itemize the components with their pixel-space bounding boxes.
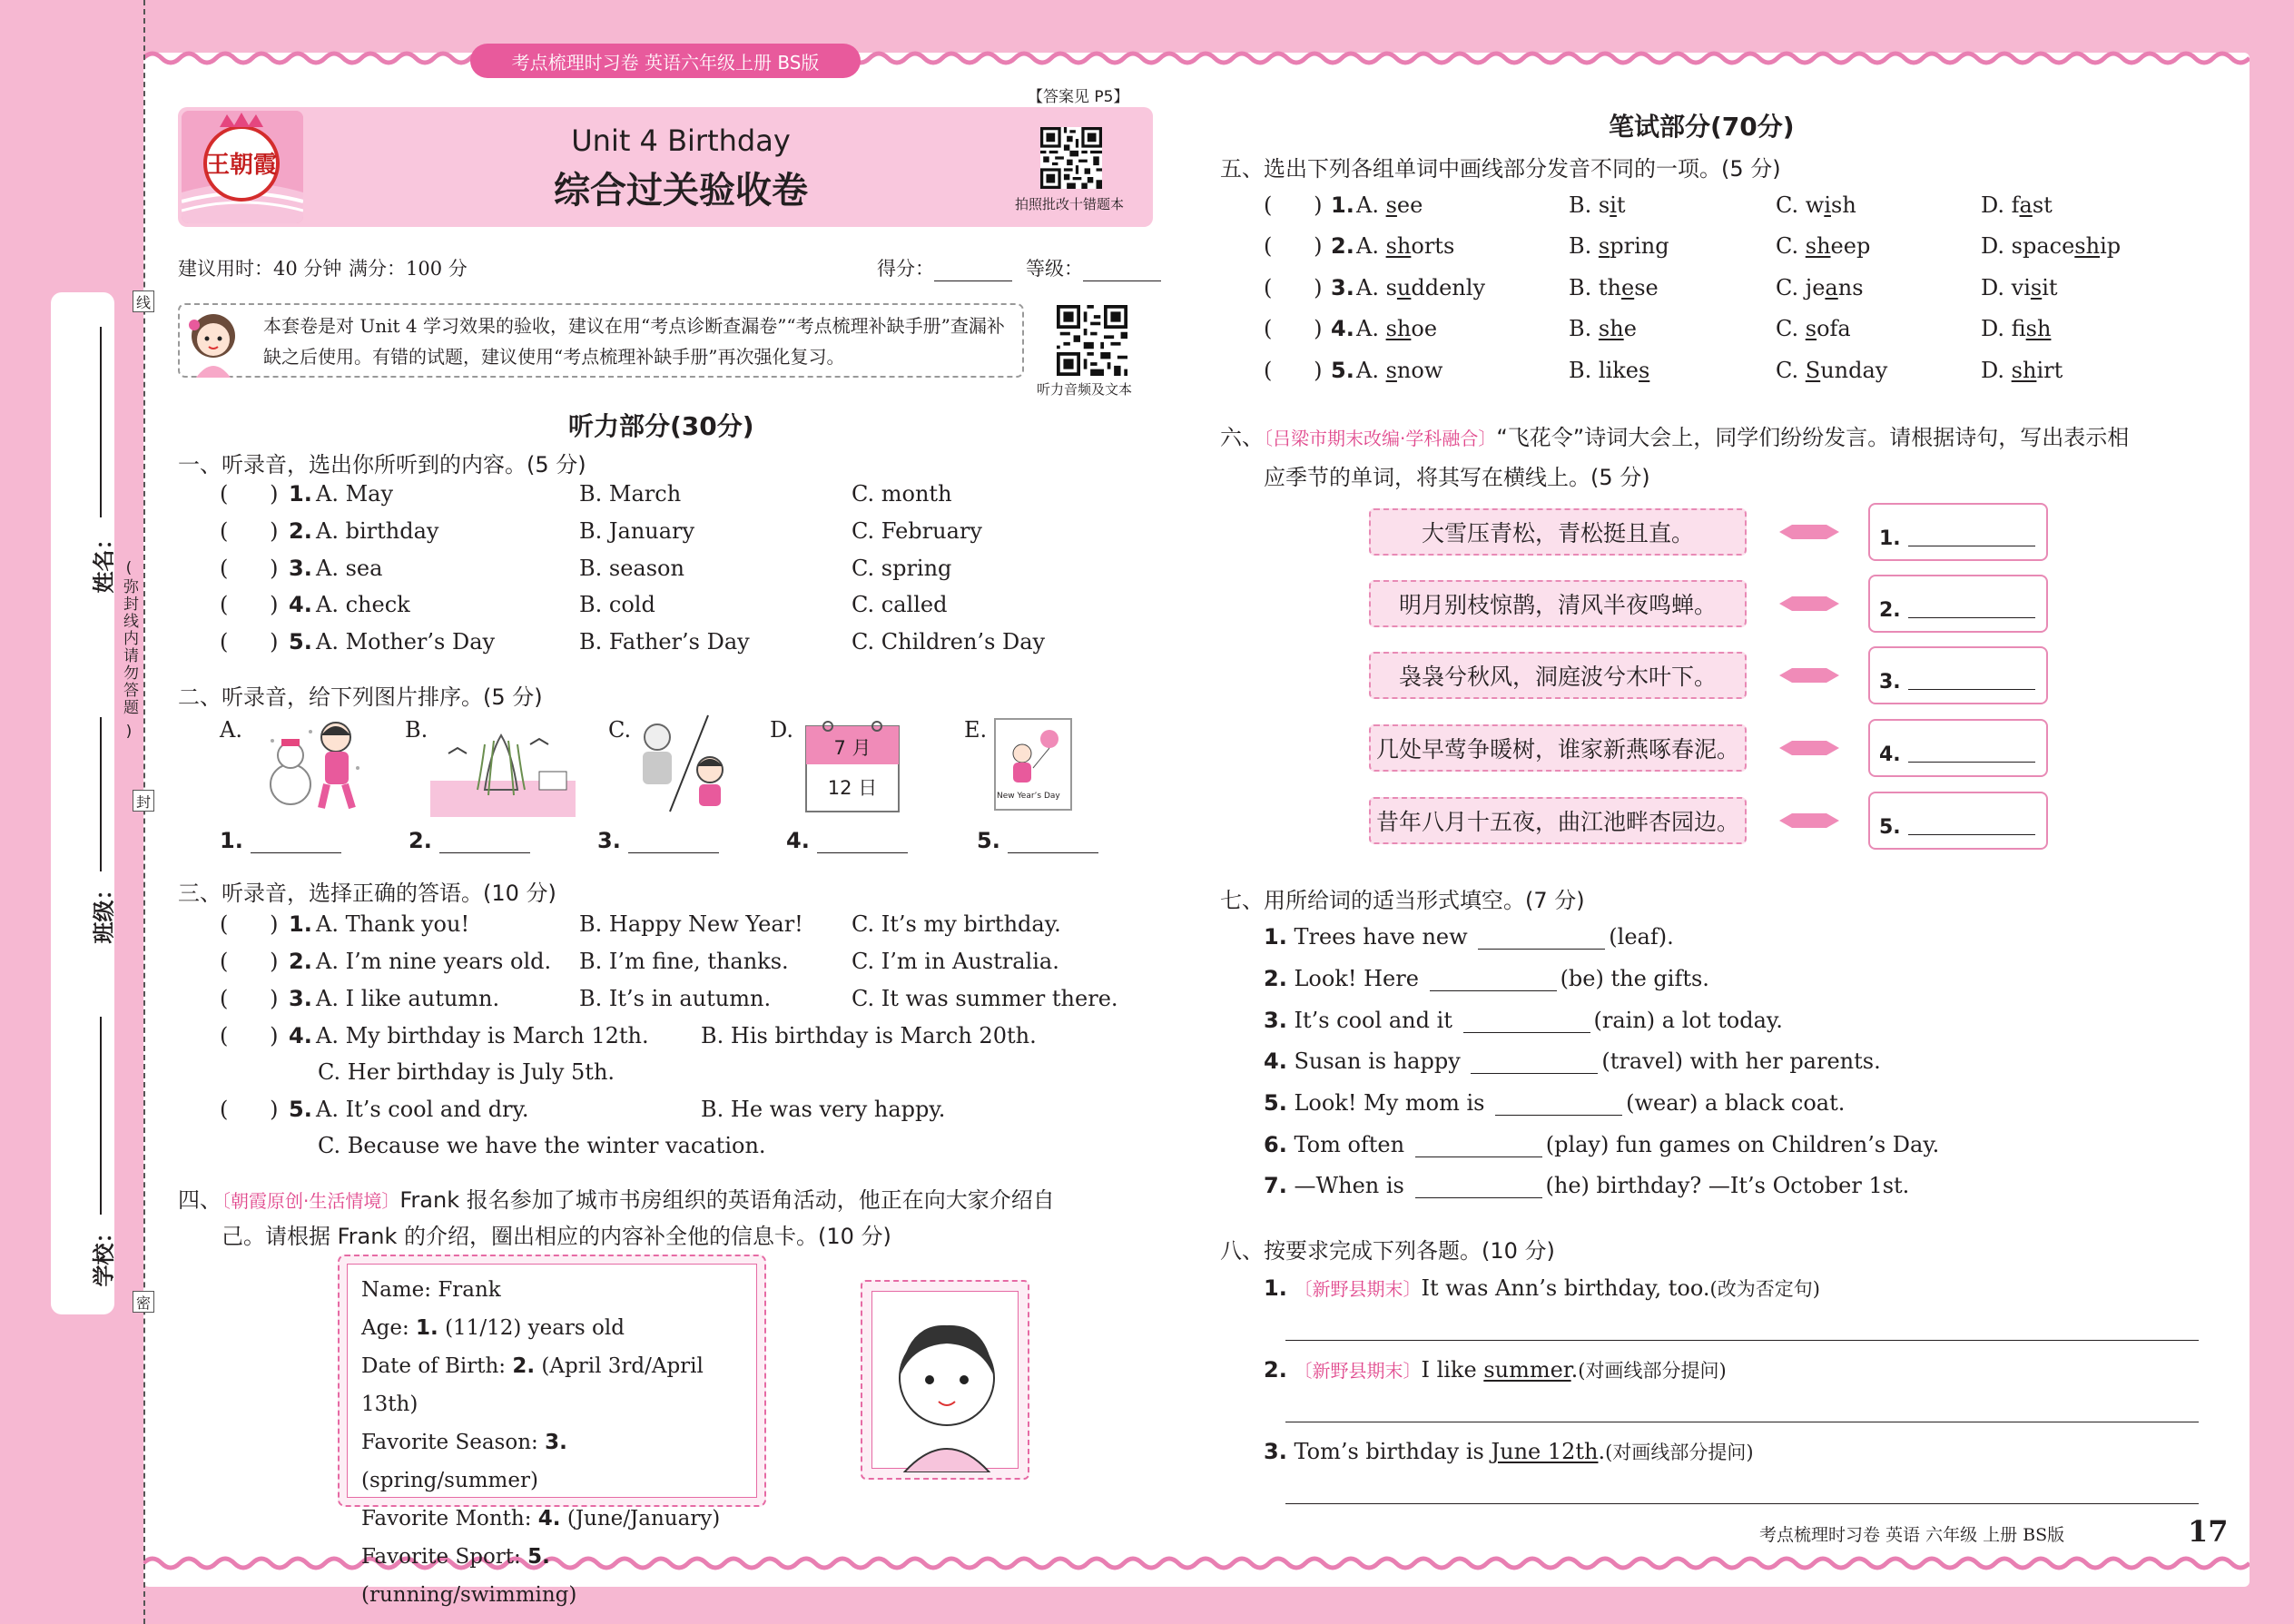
q1-option-c[interactable]: C. February — [852, 518, 982, 544]
q5-option-a[interactable]: A. shorts — [1356, 233, 1455, 259]
answer-bracket[interactable]: ( ) — [1264, 192, 1323, 218]
answer-bracket[interactable]: ( ) — [1264, 275, 1323, 300]
calendar-month: 7 月 — [833, 737, 871, 759]
class-label: 班级： — [91, 878, 117, 944]
q5-option-c[interactable]: C. Sunday — [1776, 358, 1888, 383]
poem-line: 袅袅兮秋风，洞庭波兮木叶下。 — [1369, 652, 1747, 699]
q5-option-c[interactable]: C. sheep — [1776, 233, 1871, 259]
q5-option-c[interactable]: C. sofa — [1776, 316, 1851, 341]
page-number: 17 — [2188, 1514, 2229, 1549]
info-card-line[interactable]: Favorite Month: 4. (June/January) — [361, 1507, 721, 1530]
name-label: 姓名： — [91, 527, 117, 594]
answer-bracket[interactable]: ( ) — [220, 949, 279, 974]
answer-bracket[interactable]: ( ) — [220, 518, 279, 544]
q8-heading: 八、按要求完成下列各题。(10 分) — [1220, 1238, 1555, 1264]
school-label: 学校： — [91, 1221, 117, 1287]
q1-option-b[interactable]: B. January — [579, 518, 695, 544]
answer-bracket[interactable]: ( ) — [220, 911, 279, 937]
time-info: 建议用时：40 分钟 — [178, 258, 342, 280]
fill-blank[interactable] — [1415, 1175, 1542, 1198]
fill-blank-sentence[interactable]: 4. Susan is happy (travel) with her parents. — [1264, 1048, 1881, 1074]
q5-option-a[interactable]: A. see — [1356, 192, 1423, 218]
q1-option-a[interactable]: A. Mother’s Day — [316, 629, 496, 655]
pic-answer-4[interactable]: 4. — [786, 828, 908, 853]
pic-label-c: C. — [608, 717, 632, 743]
answer-bracket[interactable]: ( ) — [1264, 316, 1323, 341]
info-card-line[interactable]: Age: 1. (11/12) years old — [361, 1316, 625, 1340]
fill-blank-sentence[interactable]: 2. Look! Here (be) the gifts. — [1264, 966, 1709, 991]
seal-mark-line: 线 — [133, 290, 154, 312]
willow-tree-picture — [430, 717, 576, 817]
seal-note-text: 弥封线内请勿答题 — [120, 578, 138, 716]
greeting-card-picture — [993, 717, 1073, 813]
logo-text: 王朝霞 — [205, 152, 278, 179]
info-card — [338, 1255, 766, 1607]
arrow-icon — [1779, 668, 1839, 683]
full-score-info: 满分：100 分 — [349, 258, 468, 280]
usage-note-text: 本套卷是对 Unit 4 学习效果的验收，建议在用“考点诊断查漏卷”“考点梳理补缺手册”查漏补缺之后使用。有错的试题，建议使用“考点梳理补缺手册”再次强化复习。 — [263, 315, 1005, 368]
q1-number: 1. — [289, 481, 312, 507]
q3-option-b[interactable]: B. It’s in autumn. — [579, 986, 772, 1011]
seal-mark-dense: 密 — [133, 1291, 154, 1313]
pic-label-a: A. — [220, 717, 242, 743]
answer-bracket[interactable]: ( ) — [220, 1097, 279, 1122]
q6-heading-line1: 六、〔吕梁市期末改编·学科融合〕“飞花令”诗词大会上，同学们纷纷发言。请根据诗句，写出表示相 — [1220, 425, 2130, 450]
score-field[interactable] — [877, 254, 1012, 281]
q3-option-c[interactable]: C. Because we have the winter vacation. — [318, 1133, 766, 1158]
footer-series: 考点梳理时习卷 英语 六年级 上册 BS版 — [1759, 1525, 2065, 1545]
score-label: 得分： — [877, 258, 934, 280]
q3-option-a[interactable]: A. Thank you! — [316, 911, 470, 937]
q1-number: 2. — [289, 518, 312, 544]
q5-option-d[interactable]: D. spaceship — [1981, 233, 2122, 259]
fill-blank[interactable] — [1463, 1009, 1590, 1033]
q5-option-c[interactable]: C. jeans — [1776, 275, 1864, 300]
fill-blank-sentence[interactable]: 5. Look! My mom is (wear) a black coat. — [1264, 1090, 1846, 1116]
q5-option-c[interactable]: C. wish — [1776, 192, 1856, 218]
grandpa-child-picture — [630, 714, 739, 813]
q1-option-b[interactable]: B. cold — [579, 592, 655, 617]
rewrite-task: 1. 〔新野县期末〕It was Ann’s birthday, too.(改为否定句) — [1264, 1275, 1820, 1301]
q1-option-c[interactable]: C. spring — [852, 556, 952, 581]
q3-option-b[interactable]: B. Happy New Year! — [579, 911, 803, 937]
season-answer-box[interactable]: 5. — [1868, 792, 2048, 850]
fill-blank[interactable] — [1471, 1050, 1598, 1074]
q5-option-d[interactable]: D. shirt — [1981, 358, 2063, 383]
q3-number: 3. — [289, 986, 312, 1011]
girl-avatar-icon — [182, 307, 245, 378]
q1-option-a[interactable]: A. sea — [316, 556, 383, 581]
info-card-options[interactable]: (spring/summer) — [361, 1469, 538, 1492]
grade-field[interactable] — [1026, 254, 1161, 281]
q5-option-d[interactable]: D. visit — [1981, 275, 2058, 300]
pic-label-e: E. — [964, 717, 988, 743]
boy-portrait — [861, 1280, 1029, 1480]
poem-line: 大雪压青松，青松挺且直。 — [1369, 508, 1747, 556]
q1-number: 3. — [289, 556, 312, 581]
answer-bracket[interactable]: ( ) — [220, 629, 279, 655]
audio-qr-code-icon[interactable] — [1057, 305, 1127, 376]
arrow-icon — [1779, 741, 1839, 755]
q5-option-b[interactable]: B. these — [1569, 275, 1659, 300]
q1-heading: 一、听录音，选出你所听到的内容。(5 分) — [178, 452, 586, 477]
q5-number: 2. — [1331, 233, 1354, 259]
name-line[interactable] — [100, 327, 102, 517]
info-card-line: Name: Frank — [361, 1278, 501, 1302]
pic-answer-2[interactable]: 2. — [409, 828, 530, 853]
answer-bracket[interactable]: ( ) — [220, 592, 279, 617]
seal-mark-seal: 封 — [133, 790, 154, 812]
answer-bracket[interactable]: ( ) — [220, 1023, 279, 1048]
q7-heading: 七、用所给词的适当形式填空。(7 分) — [1220, 888, 1585, 913]
q1-option-a[interactable]: A. May — [316, 481, 394, 507]
q5-option-a[interactable]: A. snow — [1356, 358, 1443, 383]
info-card-options[interactable]: (running/swimming) — [361, 1583, 577, 1607]
q5-option-b[interactable]: B. she — [1569, 316, 1637, 341]
seal-note: ( 弥封线内请勿答题 ) — [120, 559, 138, 741]
q4-heading-line1: 四、〔朝霞原创·生活情境〕Frank 报名参加了城市书房组织的英语角活动，他正在向大家介绍自 — [178, 1187, 1055, 1213]
season-answer-box[interactable]: 2. — [1868, 575, 2048, 633]
q6-heading-line2: 应季节的单词，将其写在横线上。(5 分) — [1264, 465, 1650, 490]
info-card-line[interactable]: Date of Birth: 2. (April 3rd/April 13th) — [361, 1354, 704, 1416]
source-tag: 〔新野县期末〕 — [1294, 1360, 1422, 1382]
q3-option-a[interactable]: A. My birthday is March 12th. — [316, 1023, 649, 1048]
answer-bracket[interactable]: ( ) — [1264, 233, 1323, 259]
q1-number: 4. — [289, 592, 312, 617]
q3-option-c[interactable]: C. It was summer there. — [852, 986, 1118, 1011]
info-card-line[interactable]: Favorite Season: 3. (spring/summer) — [361, 1431, 567, 1492]
q1-option-c[interactable]: C. month — [852, 481, 952, 507]
answer-line[interactable] — [1285, 1340, 2199, 1341]
source-tag: 〔新野县期末〕 — [1294, 1278, 1422, 1300]
q5-option-d[interactable]: D. fish — [1981, 316, 2052, 341]
audio-qr-caption: 听力音频及文本 — [1037, 381, 1133, 398]
q1-option-a[interactable]: A. check — [316, 592, 410, 617]
answer-bracket[interactable]: ( ) — [220, 986, 279, 1011]
q3-number: 1. — [289, 911, 312, 937]
class-line[interactable] — [100, 717, 102, 871]
usage-note — [178, 303, 1024, 378]
q5-option-b[interactable]: B. likes — [1569, 358, 1650, 383]
fill-blank-sentence[interactable]: 7. —When is (he) birthday? —It’s October 1st. — [1264, 1173, 1910, 1198]
answer-bracket[interactable]: ( ) — [220, 481, 279, 507]
fill-blank[interactable] — [1430, 968, 1557, 991]
wavy-border-top — [143, 45, 2250, 65]
fill-blank-sentence[interactable]: 1. Trees have new (leaf). — [1264, 924, 1674, 950]
poem-line: 明月别枝惊鹊，清风半夜鸣蝉。 — [1369, 580, 1747, 627]
pic-answer-3[interactable]: 3. — [597, 828, 719, 853]
arrow-icon — [1779, 813, 1839, 828]
season-answer-box[interactable]: 1. — [1868, 503, 2048, 561]
fold-line — [143, 0, 145, 1624]
fill-blank-sentence[interactable]: 6. Tom often (play) fun games on Children’s Day. — [1264, 1132, 1940, 1157]
q1-option-c[interactable]: C. Children’s Day — [852, 629, 1046, 655]
unit-title: Unit 4 Birthday — [571, 123, 791, 158]
info-card-options[interactable]: (June/January) — [566, 1507, 721, 1530]
pic-label-b: B. — [405, 717, 428, 743]
answer-reference: 【答案见 P5】 — [1028, 88, 1129, 106]
q4-heading-line2: 己。请根据 Frank 的介绍，圈出相应的内容补全他的信息卡。(10 分) — [222, 1224, 891, 1249]
q1-option-b[interactable]: B. season — [579, 556, 684, 581]
q3-option-a[interactable]: A. It’s cool and dry. — [316, 1097, 529, 1122]
qr-caption: 拍照批改十错题本 — [1015, 196, 1125, 212]
q3-option-c[interactable]: C. I’m in Australia. — [852, 949, 1059, 974]
rewrite-task: 3. Tom’s birthday is June 12th.(对画线部分提问) — [1264, 1439, 1754, 1464]
q5-number: 5. — [1331, 358, 1354, 383]
arrow-icon — [1779, 596, 1839, 611]
fill-blank[interactable] — [1478, 926, 1605, 950]
series-tab: 考点梳理时习卷 英语六年级上册 BS版 — [470, 44, 861, 78]
calendar-picture — [802, 717, 902, 815]
q1-option-c[interactable]: C. called — [852, 592, 948, 617]
q6-source-tag: 〔吕梁市期末改编·学科融合〕 — [1264, 428, 1497, 449]
q3-option-a[interactable]: A. I’m nine years old. — [316, 949, 552, 974]
q5-option-b[interactable]: B. sit — [1569, 192, 1626, 218]
calendar-day: 12 日 — [827, 777, 878, 799]
q3-number: 2. — [289, 949, 312, 974]
q3-option-c[interactable]: C. Her birthday is July 5th. — [318, 1059, 615, 1085]
q3-option-b[interactable]: B. I’m fine, thanks. — [579, 949, 789, 974]
pic-answer-5[interactable]: 5. — [977, 828, 1098, 853]
q3-option-c[interactable]: C. It’s my birthday. — [852, 911, 1061, 937]
brand-logo — [182, 111, 303, 223]
q3-number: 5. — [289, 1097, 312, 1122]
q4-source-tag: 〔朝霞原创·生活情境〕 — [222, 1190, 400, 1212]
q5-option-d[interactable]: D. fast — [1981, 192, 2053, 218]
q5-heading: 五、选出下列各组单词中画线部分发音不同的一项。(5 分) — [1220, 156, 1781, 182]
student-info-sidebar — [51, 292, 114, 1314]
fill-blank[interactable] — [1495, 1092, 1622, 1116]
answer-bracket[interactable]: ( ) — [220, 556, 279, 581]
poem-line: 几处早莺争暖树，谁家新燕啄春泥。 — [1369, 724, 1747, 772]
q3-option-b[interactable]: B. He was very happy. — [701, 1097, 946, 1122]
info-card-options[interactable]: (April 3rd/April 13th) — [361, 1354, 704, 1416]
answer-bracket[interactable]: ( ) — [1264, 358, 1323, 383]
q3-option-a[interactable]: A. I like autumn. — [316, 986, 500, 1011]
season-answer-box[interactable]: 3. — [1868, 646, 2048, 704]
rewrite-task: 2. 〔新野县期末〕I like summer.(对画线部分提问) — [1264, 1357, 1727, 1383]
q1-option-b[interactable]: B. Father’s Day — [579, 629, 750, 655]
grade-label: 等级： — [1026, 258, 1083, 280]
q1-option-a[interactable]: A. birthday — [316, 518, 439, 544]
arrow-icon — [1779, 525, 1839, 539]
info-card-line[interactable]: Favorite Sport: 5. (running/swimming) — [361, 1545, 577, 1607]
info-card-options[interactable]: (11/12) years old — [445, 1316, 625, 1340]
school-line[interactable] — [100, 1017, 102, 1215]
q5-number: 3. — [1331, 275, 1354, 300]
fill-blank[interactable] — [1415, 1134, 1542, 1157]
q2-heading: 二、听录音，给下列图片排序。(5 分) — [178, 684, 543, 710]
q5-option-b[interactable]: B. spring — [1569, 233, 1669, 259]
pic-label-d: D. — [770, 717, 794, 743]
writing-section-title: 笔试部分(70分) — [1609, 112, 1795, 142]
q3-option-b[interactable]: B. His birthday is March 20th. — [701, 1023, 1037, 1048]
poem-line: 昔年八月十五夜，曲江池畔杏园边。 — [1369, 797, 1747, 844]
qr-code-icon[interactable] — [1040, 127, 1102, 189]
snowman-kid-picture — [263, 714, 372, 813]
q1-option-b[interactable]: B. March — [579, 481, 682, 507]
q5-option-a[interactable]: A. shoe — [1356, 316, 1438, 341]
listening-section-title: 听力部分(30分) — [568, 411, 754, 441]
fill-blank-sentence[interactable]: 3. It’s cool and it (rain) a lot today. — [1264, 1008, 1783, 1033]
card-caption: New Year’s Day — [997, 792, 1060, 801]
q3-heading: 三、听录音，选择正确的答语。(10 分) — [178, 881, 556, 906]
q5-option-a[interactable]: A. suddenly — [1356, 275, 1485, 300]
q5-number: 4. — [1331, 316, 1354, 341]
q3-number: 4. — [289, 1023, 312, 1048]
page-title: 综合过关验收卷 — [554, 170, 808, 212]
season-answer-box[interactable]: 4. — [1868, 719, 2048, 777]
q5-number: 1. — [1331, 192, 1354, 218]
q1-number: 5. — [289, 629, 312, 655]
answer-line[interactable] — [1285, 1503, 2199, 1504]
pic-answer-1[interactable]: 1. — [220, 828, 341, 853]
